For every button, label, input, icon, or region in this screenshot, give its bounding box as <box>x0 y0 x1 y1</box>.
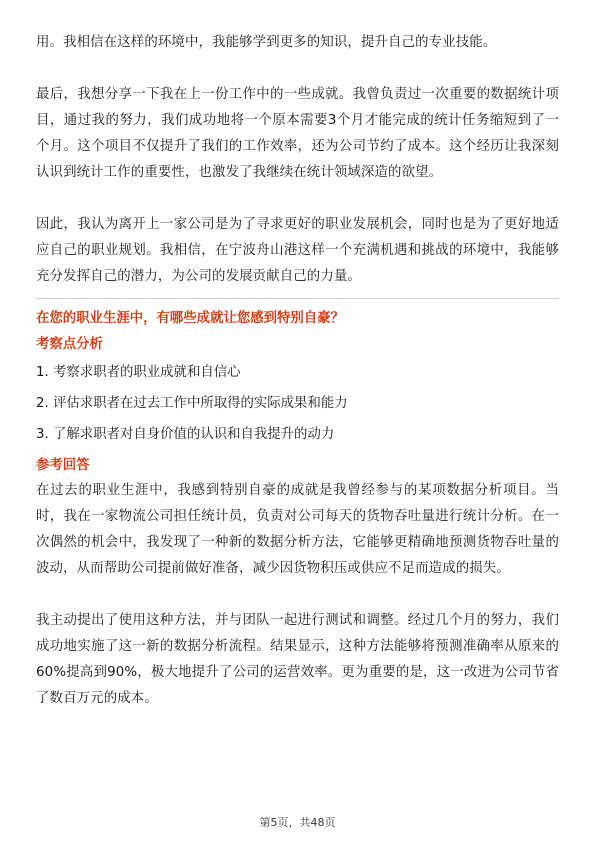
analysis-point: 3. 了解求职者对自身价值的认识和自我提升的动力 <box>36 427 335 442</box>
paragraph-conclusion: 因此，我认为离开上一家公司是为了寻求更好的职业发展机会，同时也是为了更好地适应自己的职业规划。我相信，在宁波舟山港这样一个充满机遇和挑战的环境中，我能够充分发挥自己的潜力，为公司的发展贡献自己的力量。 <box>36 217 559 284</box>
answer-paragraph: 我主动提出了使用这种方法，并与团队一起进行测试和调整。经过几个月的努力，我们成功地实施了这一新的数据分析流程。结果显示，这种方法能够将预测准确率从原来的60%提高到90%，极大地提升了公司的运营效率。更为重要的是，这一改进为公司节省了数百万元的成本。 <box>36 613 559 706</box>
answer-label: 参考回答 <box>36 458 90 473</box>
page-number-footer: 第5页，共48页 <box>259 816 336 829</box>
analysis-points <box>36 357 559 450</box>
question-heading: 在您的职业生涯中，有哪些成就让您感到特别自豪？ <box>36 311 344 326</box>
analysis-point: 2. 评估求职者在过去工作中所取得的实际成果和能力 <box>36 396 348 411</box>
answer-paragraph: 在过去的职业生涯中，我感到特别自豪的成就是我曾经参与的某项数据分析项目。当时，我在一家物流公司担任统计员，负责对公司每天的货物吞吐量进行统计分析。在一次偶然的机会中，我发现了一种新的数据分析方法，它能够更精确地预测货物吞吐量的波动，从而帮助公司提前做好准备，减少因货物积压或供应不足而造成的损失。 <box>36 483 559 576</box>
paragraph-achievement: 最后，我想分享一下我在上一份工作中的一些成就。我曾负责过一次重要的数据统计项目，通过我的努力，我们成功地将一个原本需要3个月才能完成的统计任务缩短到了一个月。这个项目不仅提升了我们的工作效率，还为公司节约了成本。这个经历让我深刻认识到统计工作的重要性，也激发了我继续在统计领域深造的欲望。 <box>36 87 559 180</box>
page-content <box>36 30 559 712</box>
paragraph-continuation: 用。我相信在这样的环境中，我能够学到更多的知识，提升自己的专业技能。 <box>36 35 497 50</box>
analysis-label: 考察点分析 <box>36 337 103 352</box>
section-divider <box>36 298 559 299</box>
analysis-point: 1. 考察求职者的职业成就和自信心 <box>36 365 241 380</box>
